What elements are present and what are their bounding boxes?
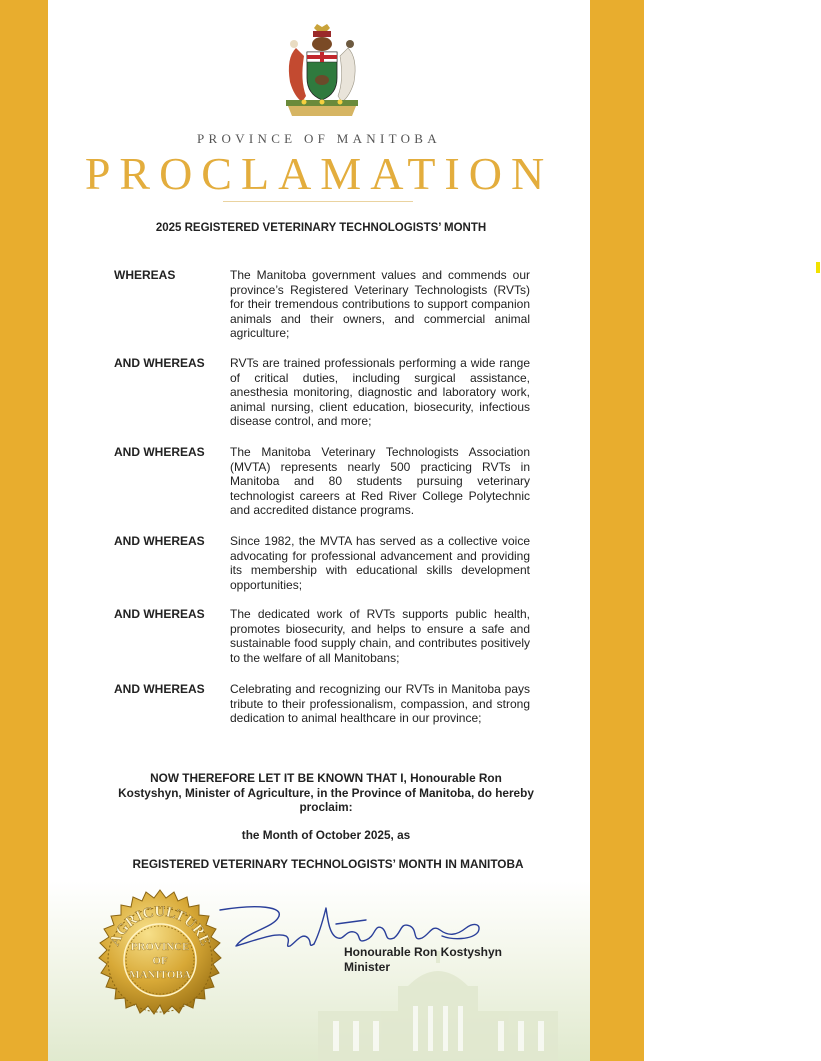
seal-center-line: OF	[152, 955, 168, 967]
proclaim-designation: REGISTERED VETERINARY TECHNOLOGISTS’ MONTH IN MANITOBA	[132, 857, 524, 871]
clause-text: The Manitoba Veterinary Technologists Association (MVTA) represents nearly 500 practicing RVTs in Manitoba and 80 students pursuing veterinary technologist careers at Red River College Polytechnic and accredited distance programs.	[230, 445, 530, 518]
coat-of-arms-crest	[274, 22, 370, 122]
clause-text: Since 1982, the MVTA has served as a collective voice advocating for professional advancement and providing its membership with educational skills development opportunities;	[230, 534, 530, 592]
proclamation-title: 2025 REGISTERED VETERINARY TECHNOLOGISTS’ MONTH	[155, 222, 487, 234]
agriculture-gold-seal	[88, 888, 232, 1032]
heading-divider	[223, 201, 413, 202]
clause-label: AND WHEREAS	[114, 445, 205, 459]
seal-center-line: MANITOBA	[129, 969, 191, 981]
clause-label: AND WHEREAS	[114, 356, 205, 370]
seal-center-line: PROVINCE	[130, 941, 190, 953]
clause-label: AND WHEREAS	[114, 534, 205, 548]
clause-text: RVTs are trained professionals performing a wide range of critical duties, including surgical assistance, anesthesia monitoring, diagnostic and laboratory work, animal nursing, client education, biosecurity, infectious disease control, and more;	[230, 356, 530, 429]
seal-ring-text: AGRICULTURE	[106, 903, 214, 949]
province-header: PROVINCE OF MANITOBA	[197, 131, 441, 146]
clause-text: Celebrating and recognizing our RVTs in Manitoba pays tribute to their professionalism, compassion, and strong dedication to animal healthcare in our province;	[230, 682, 530, 726]
signatory-block	[344, 945, 502, 974]
signatory-role: Minister	[344, 959, 391, 974]
clause-label: AND WHEREAS	[114, 682, 205, 696]
signatory-name: Honourable Ron Kostyshyn	[344, 945, 503, 959]
proclamation-heading: PROCLAMATION	[84, 148, 554, 199]
clause-text: The dedicated work of RVTs supports public health, promotes biosecurity, and helps to ensure a safe and sustainable food supply chain, and contributes positively to the welfare of all Manitobans;	[230, 607, 530, 665]
clause-label: WHEREAS	[114, 268, 176, 282]
proclaim-statement: NOW THEREFORE LET IT BE KNOWN THAT I, Honourable Ron Kostyshyn, Minister of Agriculture, in the Province of Manitoba, do hereby proclaim:	[118, 771, 534, 815]
clause-text: The Manitoba government values and commends our province’s Registered Veterinary Technologists (RVTs) for their tremendous contributions to support companion animals and their owners, and commercial animal agriculture;	[230, 268, 530, 341]
proclamation-document	[48, 0, 590, 1061]
clause-label: AND WHEREAS	[114, 607, 205, 621]
highlight-mark	[816, 262, 820, 273]
proclaim-period: the Month of October 2025, as	[241, 828, 411, 842]
